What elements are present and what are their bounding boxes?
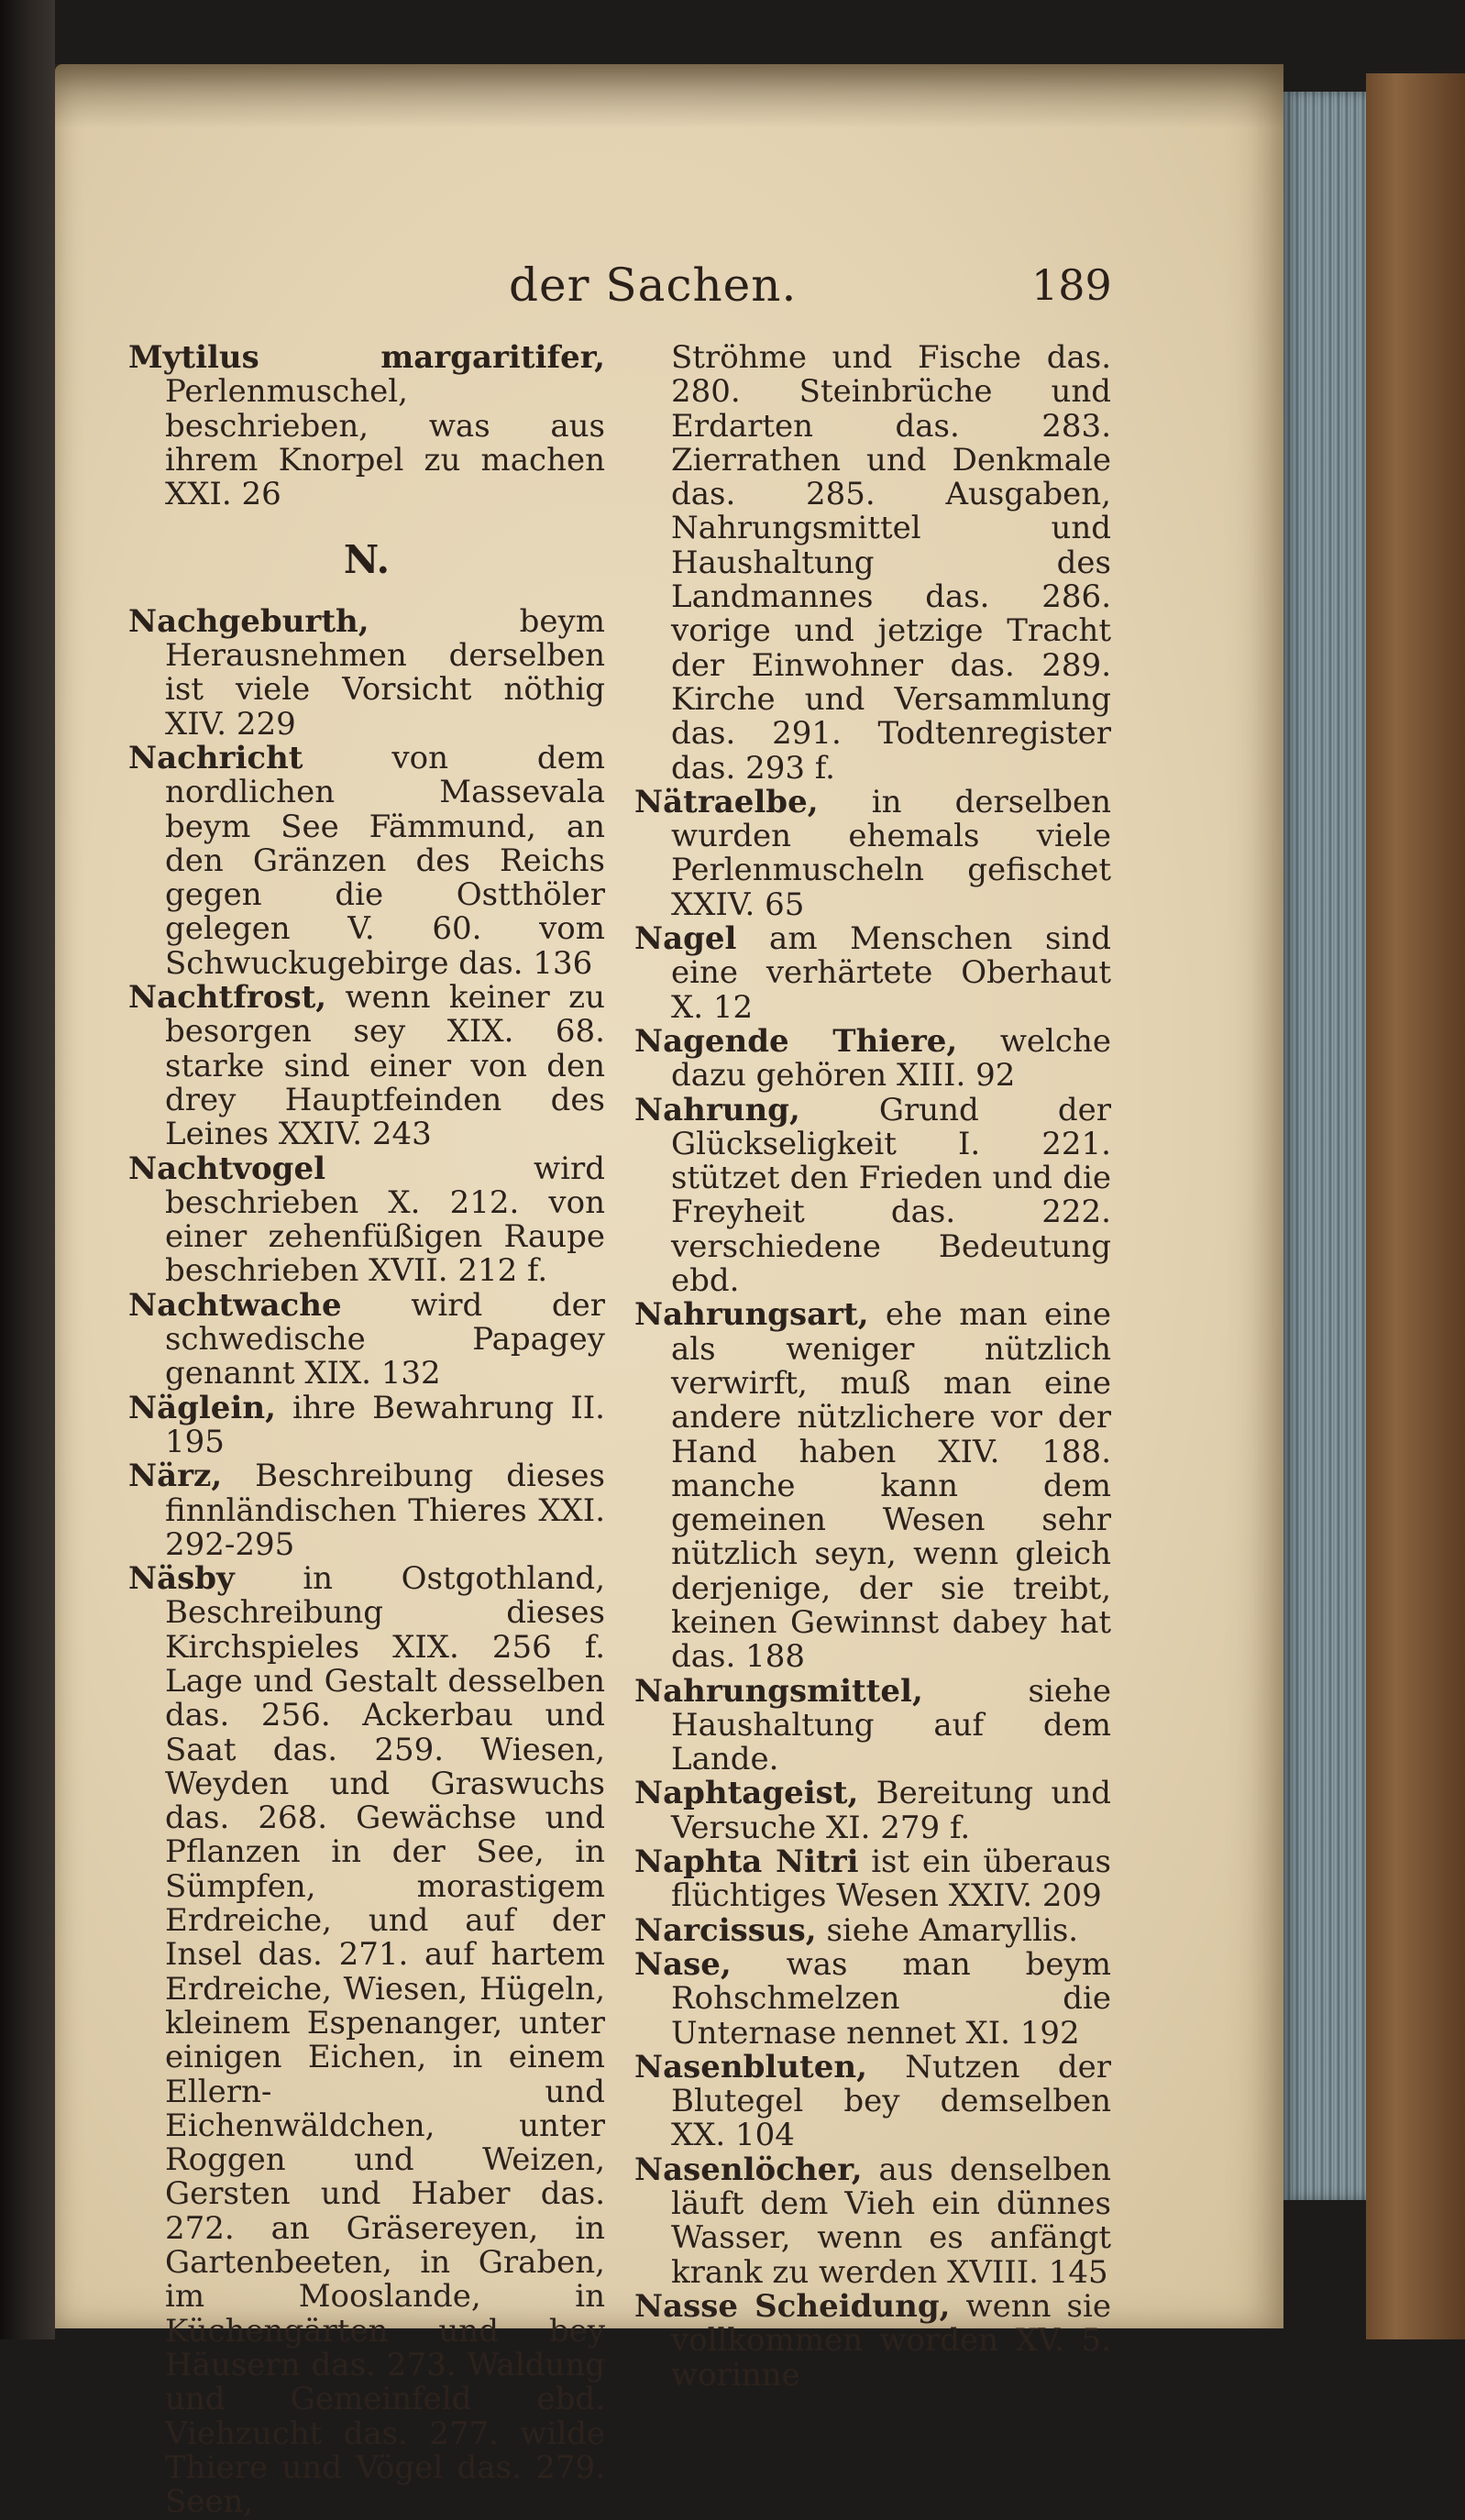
entry-text: aus denselben läuft dem Vieh ein dünnes Wasser, wenn es anfängt krank zu werden XVIII. 145 bbox=[671, 2151, 1111, 2291]
entry-text: Perlenmuschel, beschrieben, was aus ihrem Knorpel zu machen XXI. 26 bbox=[165, 373, 605, 513]
index-entry bbox=[634, 2153, 1111, 2290]
entry-text: Beschreibung dieses finnländischen Thieres XXI. 292-295 bbox=[165, 1458, 606, 1563]
index-entry bbox=[128, 1459, 605, 1562]
page-header bbox=[0, 259, 1465, 314]
entry-lemma: Närz, bbox=[128, 1458, 223, 1495]
entry-text: Ströhme und Fische das. 280. Steinbrüche und Erdarten das. 283. Zierrathen und Denkmale das. 285. Ausgaben, Nahrungsmittel und Haushaltung des Landmannes das. 286. vorige und jetzige Tracht der Einwohner das. 289. Kirche und Versammlung das. 291. Todtenregister das. 293 f. bbox=[671, 339, 1111, 787]
entry-lemma: Nahrungsmittel, bbox=[634, 1672, 923, 1710]
entry-lemma: Nagende Thiere, bbox=[634, 1022, 958, 1060]
index-entry bbox=[128, 1152, 605, 1289]
index-entry bbox=[128, 1562, 605, 2519]
entry-lemma: Nätraelbe, bbox=[634, 783, 819, 820]
entry-lemma: Narcissus, bbox=[634, 1911, 817, 1949]
entry-text: ist ein überaus flüchtiges Wesen XXIV. 209 bbox=[671, 1843, 1111, 1915]
letter-heading: N. bbox=[343, 537, 391, 583]
entry-lemma: Nachgeburth, bbox=[128, 602, 369, 640]
index-entry-continuation bbox=[634, 341, 1111, 786]
entry-text: beym Herausnehmen derselben ist viele Vorsicht nöthig XIV. 229 bbox=[165, 602, 605, 743]
index-entry bbox=[634, 1672, 1111, 1778]
index-entry bbox=[634, 1777, 1111, 1845]
entry-text: von dem nordlichen Massevala beym See Fämmund, an den Gränzen des Reichs gegen die Ostthöler gelegen V. 60. vom Schwuckugebirge das. 136 bbox=[165, 739, 606, 982]
index-entry bbox=[128, 1286, 605, 1392]
entry-lemma: Naphtageist, bbox=[634, 1775, 859, 1812]
index-entry bbox=[128, 1389, 605, 1460]
index-entry bbox=[634, 1845, 1111, 1914]
index-entry bbox=[634, 1911, 1111, 1949]
entry-lemma: Nachtwache bbox=[128, 1286, 342, 1324]
entry-text: Bereitung und Versuche XI. 279 f. bbox=[671, 1775, 1111, 1846]
entry-lemma: Nasenlöcher, bbox=[634, 2151, 863, 2188]
entry-lemma: Näsby bbox=[128, 1560, 235, 1598]
index-entry bbox=[634, 783, 1111, 923]
entry-text: in Ostgothland, Beschreibung dieses Kirchspieles XIX. 256 f. Lage und Gestalt desselben das. 256. Ackerbau und Saat das. 259. Wiesen, Weyden und Graswuchs das. 268. Gewächse und Pflanzen in der See, in Sümpfen, morastigem Erdreiche, und auf der Insel das. 271. auf hartem Erdreiche, Wiesen, Hügeln, kleinem Espenanger, unter einigen Eichen, in einem Ellern- und Eichenwäldchen, unter Roggen und Weizen, Gersten und Haber das. 272. an Gräsereyen, in Gartenbeeten, in Graben, im Mooslande, in Küchengärten und bey Häusern das. 273. Waldung und Gemeinfeld ebd. Viehzucht das. 277. wilde Thiere und Vögel das. 279. Seen, bbox=[165, 1560, 605, 2520]
book-gutter bbox=[0, 0, 55, 2339]
entry-lemma: Nachtfrost, bbox=[128, 979, 327, 1017]
entry-lemma: Nachricht bbox=[128, 739, 303, 776]
page-block-edge bbox=[1283, 92, 1366, 2200]
entry-lemma: Naphta Nitri bbox=[634, 1843, 859, 1881]
entry-lemma: Nasse Scheidung, bbox=[634, 2287, 951, 2325]
index-entry bbox=[128, 739, 606, 982]
index-entry bbox=[634, 2048, 1111, 2154]
index-entry bbox=[634, 1298, 1111, 1674]
entry-lemma: Nase, bbox=[634, 1945, 732, 1983]
entry-text: was man beym Rohschmelzen die Unternase nennet XI. 192 bbox=[671, 1945, 1111, 2052]
index-entry bbox=[634, 1022, 1111, 1095]
entry-text: wenn keiner zu besorgen sey XIX. 68. starke sind einer von den drey Hauptfeinden des Leines XXIV. 243 bbox=[165, 979, 605, 1153]
index-entry bbox=[634, 922, 1111, 1025]
index-entry bbox=[128, 602, 605, 743]
entry-text: siehe Haushaltung auf dem Lande. bbox=[671, 1672, 1111, 1778]
entry-lemma: Nachtvogel bbox=[128, 1150, 325, 1187]
entry-text: welche dazu gehören XIII. 92 bbox=[671, 1022, 1111, 1095]
running-head: der Sachen. bbox=[509, 259, 798, 312]
index-column-right bbox=[634, 341, 1111, 2393]
index-entry bbox=[634, 1091, 1111, 1300]
entry-lemma: Mytilus margaritifer, bbox=[128, 339, 605, 376]
entry-lemma: Nasenbluten, bbox=[634, 2048, 867, 2085]
entry-text: in derselben wurden ehemals viele Perlenmuscheln gefischet XXIV. 65 bbox=[671, 783, 1111, 923]
entry-text: Nutzen der Blutegel bey demselben XX. 104 bbox=[671, 2048, 1111, 2154]
entry-text: am Menschen sind eine verhärtete Oberhaut X. 12 bbox=[671, 920, 1111, 1026]
index-entry bbox=[128, 341, 605, 512]
entry-text: ihre Bewahrung II. 195 bbox=[165, 1389, 605, 1460]
entry-text: Grund der Glückseligkeit I. 221. stützet den Frieden und die Freyheit das. 222. verschiedene Bedeutung ebd. bbox=[671, 1091, 1111, 1300]
book-cover-edge bbox=[1366, 73, 1465, 2339]
entry-text: siehe Amaryllis. bbox=[826, 1911, 1079, 1949]
entry-lemma: Näglein, bbox=[128, 1389, 276, 1426]
index-entry bbox=[634, 2287, 1111, 2393]
index-entry bbox=[634, 1945, 1111, 2052]
index-entry bbox=[128, 981, 605, 1151]
index-column-left bbox=[128, 341, 605, 2519]
entry-text: wenn sie vollkommen worden XV. 5. worinne bbox=[671, 2287, 1111, 2393]
entry-lemma: Nahrung, bbox=[634, 1091, 800, 1128]
entry-text: wird beschrieben X. 212. von einer zehenfüßigen Raupe beschrieben XVII. 212 f. bbox=[165, 1150, 605, 1290]
page-number: 189 bbox=[1031, 260, 1112, 310]
entry-text: wird der schwedische Papagey genannt XIX. 132 bbox=[165, 1286, 605, 1392]
entry-lemma: Nahrungsart, bbox=[634, 1296, 869, 1334]
entry-text: ehe man eine als weniger nützlich verwirft, muß man eine andere nützlichere vor der Hand haben XIV. 188. manche kann dem gemeinen Wesen sehr nützlich seyn, wenn gleich derjenige, der sie treibt, keinen Gewinnst dabey hat das. 188 bbox=[671, 1296, 1111, 1676]
entry-lemma: Nagel bbox=[634, 920, 737, 958]
